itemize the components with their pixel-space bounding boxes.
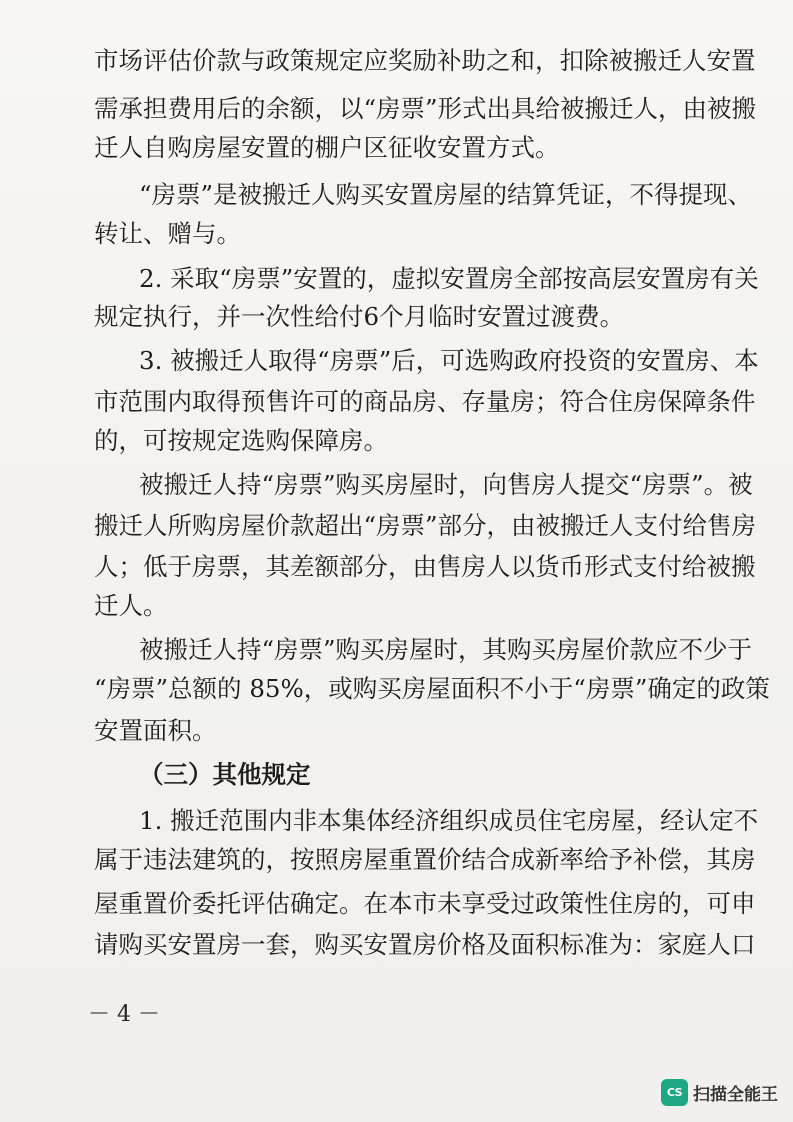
text-line-15: 被搬迁人持“房票”购买房屋时，其购买房屋价款应不少于 (139, 635, 753, 664)
text-line-22: 请购买安置房一套，购买安置房价格及面积标准为：家庭人口 (94, 930, 756, 959)
text-line-14: 迁人。 (94, 591, 168, 620)
text-line-6: 2. 采取“房票”安置的，虚拟安置房全部按高层安置房有关 (139, 264, 759, 293)
text-line-21: 屋重置价委托评估确定。在本市未享受过政策性住房的，可申 (94, 889, 756, 918)
text-line-17: 安置面积。 (94, 716, 217, 745)
text-line-4: “房票”是被搬迁人购买安置房屋的结算凭证，不得提现、 (139, 180, 753, 209)
section-heading: （三）其他规定 (139, 760, 311, 789)
watermark-label: 扫描全能王 (693, 1084, 778, 1105)
text-line-19: 1. 搬迁范围内非本集体经济组织成员住宅房屋，经认定不 (139, 806, 759, 835)
text-line-1: 市场评估价款与政策规定应奖励补助之和，扣除被搬迁人安置 (94, 46, 756, 75)
text-line-13: 人；低于房票，其差额部分，由售房人以货币形式支付给被搬 (94, 552, 756, 581)
text-line-20: 属于违法建筑的，按照房屋重置价结合成新率给予补偿，其房 (94, 845, 756, 874)
text-line-5: 转让、赠与。 (94, 219, 241, 248)
text-line-7: 规定执行，并一次性给付6个月临时安置过渡费。 (94, 302, 625, 331)
page-number: － 4 － (88, 1002, 160, 1027)
text-line-3: 迁人自购房屋安置的棚户区征收安置方式。 (94, 133, 560, 162)
text-line-10: 的，可按规定选购保障房。 (94, 426, 388, 455)
text-line-2: 需承担费用后的余额，以“房票”形式出具给被搬迁人，由被搬 (94, 94, 757, 123)
text-line-9: 市范围内取得预售许可的商品房、存量房；符合住房保障条件 (94, 387, 756, 416)
scanner-watermark (661, 1077, 778, 1107)
text-line-16: “房票”总额的 85%，或购买房屋面积不小于“房票”确定的政策 (94, 674, 770, 703)
text-line-11: 被搬迁人持“房票”购买房屋时，向售房人提交“房票”。被 (139, 470, 753, 499)
text-line-8: 3. 被搬迁人取得“房票”后，可选购政府投资的安置房、本 (139, 346, 759, 375)
text-line-12: 搬迁人所购房屋价款超出“房票”部分，由被搬迁人支付给售房 (94, 511, 757, 540)
camscanner-logo-icon: CS (661, 1079, 688, 1106)
